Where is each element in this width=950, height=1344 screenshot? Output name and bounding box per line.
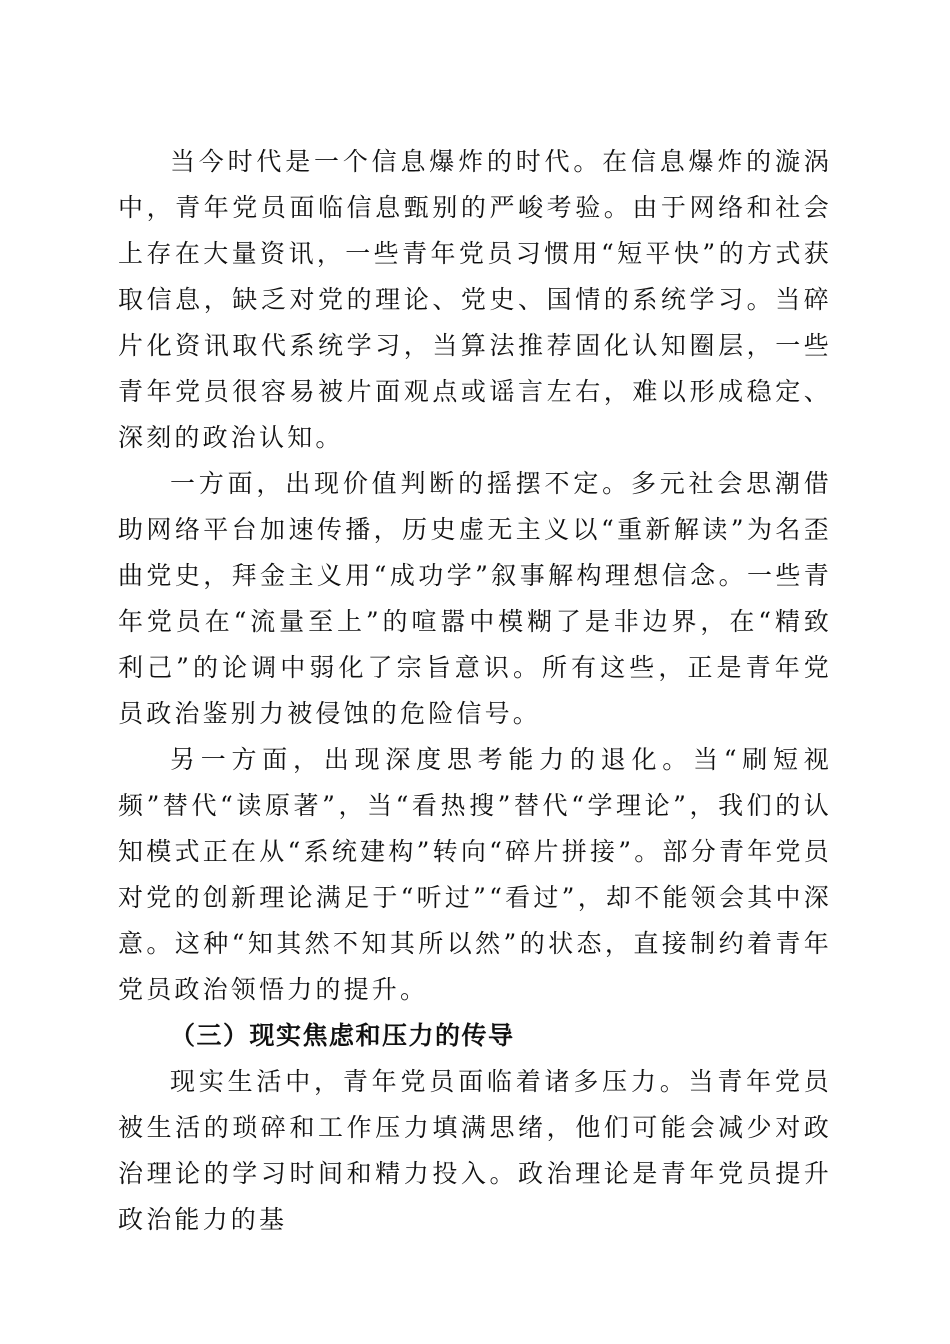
paragraph-information-era: 当今时代是一个信息爆炸的时代。在信息爆炸的漩涡中，青年党员面临信息甄别的严峻考验。由于网络和社会上存在大量资讯，一些青年党员习惯用“短平快”的方式获取信息，缺乏对党的理论、党史、国情的系统学习。当碎片化资讯取代系统学习，当算法推荐固化认知圈层，一些青年党员很容易被片面观点或谣言左右，难以形成稳定、深刻的政治认知。 xyxy=(118,147,832,452)
paragraph-value-judgment: 一方面，出现价值判断的摇摆不定。多元社会思潮借助网络平台加速传播，历史虚无主义以“重新解读”为名歪曲党史，拜金主义用“成功学”叙事解构理想信念。一些青年党员在“流量至上”的喧嚣中模糊了是非边界，在“精致利己”的论调中弱化了宗旨意识。所有这些，正是青年党员政治鉴别力被侵蚀的危险信号。 xyxy=(118,469,832,728)
section-heading: （三）现实焦虑和压力的传导 xyxy=(170,1021,515,1050)
paragraph-deep-thinking: 另一方面，出现深度思考能力的退化。当“刷短视频”替代“读原著”，当“看热搜”替代“学理论”，我们的认知模式正在从“系统建构”转向“碎片拼接”。部分青年党员对党的创新理论满足于“听过”“看过”，却不能领会其中深意。这种“知其然不知其所以然”的状态，直接制约着青年党员政治领悟力的提升。 xyxy=(118,745,832,1004)
paragraph-real-life-pressure: 现实生活中，青年党员面临着诸多压力。当青年党员被生活的琐碎和工作压力填满思绪，他们可能会减少对政治理论的学习时间和精力投入。政治理论是青年党员提升政治能力的基 xyxy=(118,1067,832,1234)
document-body xyxy=(118,139,832,1243)
